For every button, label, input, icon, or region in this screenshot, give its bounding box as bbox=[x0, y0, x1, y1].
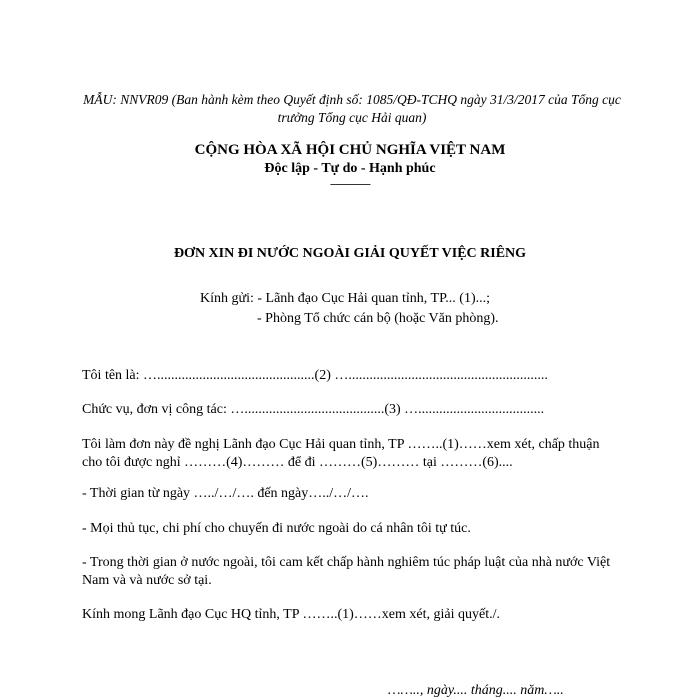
date-line: …….., ngày.... tháng.... năm….. bbox=[388, 683, 564, 698]
motto-underline: --------------- bbox=[330, 178, 370, 190]
national-motto: Độc lập - Tự do - Hạnh phúc bbox=[264, 161, 436, 176]
closing-request: Kính mong Lãnh đạo Cục HQ tỉnh, TP ……..(1)……xem xét, giải quyết./. bbox=[82, 607, 501, 622]
name-line: Tôi tên là: ….............................................(2) …......................................................... bbox=[82, 368, 548, 383]
expenses-paragraph: - Mọi thủ tục, chi phí cho chuyến đi nước ngoài do cá nhân tôi tự túc. bbox=[82, 521, 471, 536]
time-period-line: - Thời gian từ ngày …../…/…. đến ngày…../…/…. bbox=[82, 486, 369, 501]
addressee-line-2: - Phòng Tổ chức cán bộ (hoặc Văn phòng). bbox=[257, 311, 499, 326]
position-line: Chức vụ, đơn vị công tác: …........................................(3) ….................................... bbox=[82, 402, 545, 417]
request-paragraph: Tôi làm đơn này đề nghị Lãnh đạo Cục Hải quan tỉnh, TP ……..(1)……xem xét, chấp thuận cho tôi được nghỉ ………(4)……… để đi ………(5)……… tại ………(6).... bbox=[82, 437, 600, 470]
commitment-paragraph: - Trong thời gian ở nước ngoài, tôi cam kết chấp hành nghiêm túc pháp luật của nhà nước Việt Nam và và nước sở tại. bbox=[82, 555, 611, 588]
national-title: CỘNG HÒA XÃ HỘI CHỦ NGHĨA VIỆT NAM bbox=[194, 142, 506, 158]
addressee-line-1: Kính gửi: - Lãnh đạo Cục Hải quan tỉnh, TP... (1)...; bbox=[200, 291, 491, 306]
addressee-block bbox=[200, 289, 499, 329]
form-code-note: MẪU: NNVR09 (Ban hành kèm theo Quyết định số: 1085/QĐ-TCHQ ngày 31/3/2017 của Tổng cục trưởng Tổng cục Hải quan) bbox=[83, 92, 621, 125]
document-title: ĐƠN XIN ĐI NƯỚC NGOÀI GIẢI QUYẾT VIỆC RIÊNG bbox=[173, 246, 527, 261]
